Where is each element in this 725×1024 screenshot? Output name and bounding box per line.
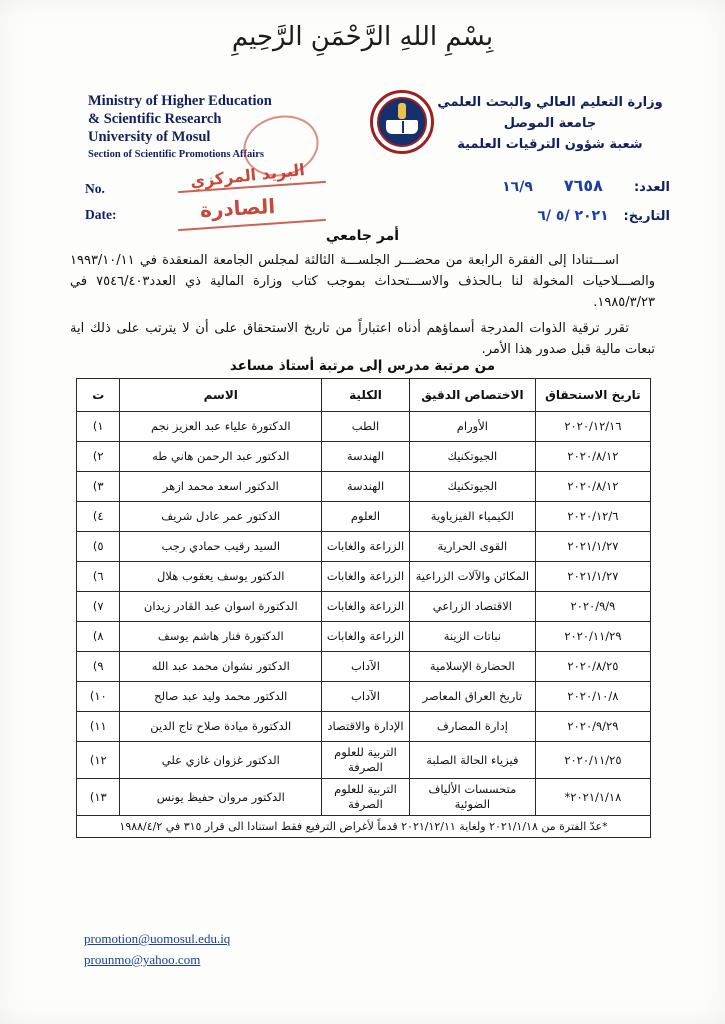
cell-college: الطب bbox=[322, 412, 410, 442]
cell-date: ٢٠٢٠/٨/١٢ bbox=[535, 472, 650, 502]
cell-name: الدكتورة فنار هاشم يوسف bbox=[120, 622, 322, 652]
table-header-row bbox=[77, 379, 651, 412]
cell-college: الهندسة bbox=[322, 442, 410, 472]
email-link-prounmo[interactable]: prounmo@yahoo.com bbox=[84, 952, 201, 967]
cell-index: ٧) bbox=[77, 592, 120, 622]
cell-specialty: فيزياء الحالة الصلبة bbox=[409, 742, 535, 779]
no-date-labels bbox=[85, 176, 116, 228]
date-label-ar: التاريخ: bbox=[623, 209, 670, 224]
cell-date: ٢٠٢٠/٨/١٢ bbox=[535, 442, 650, 472]
table-row bbox=[77, 562, 651, 592]
col-header-college: الكلية bbox=[322, 379, 410, 412]
promotions-table bbox=[76, 378, 651, 838]
table-row bbox=[77, 712, 651, 742]
table-row bbox=[77, 682, 651, 712]
cell-specialty: إدارة المصارف bbox=[409, 712, 535, 742]
cell-college: الزراعة والغابات bbox=[322, 622, 410, 652]
cell-date: ٢٠٢٠/١١/٢٩ bbox=[535, 622, 650, 652]
col-header-specialty: الاختصاص الدقيق bbox=[409, 379, 535, 412]
col-header-index: ت bbox=[77, 379, 120, 412]
cell-index: ١٣) bbox=[77, 779, 120, 816]
cell-index: ١) bbox=[77, 412, 120, 442]
cell-specialty: نباتات الزينة bbox=[409, 622, 535, 652]
cell-date: ٢٠٢١/١/٢٧ bbox=[535, 562, 650, 592]
email-link-promotion[interactable]: promotion@uomosul.edu.iq bbox=[84, 931, 231, 946]
cell-college: الآداب bbox=[322, 682, 410, 712]
cell-index: ١٢) bbox=[77, 742, 120, 779]
cell-name: الدكتور نشوان محمد عبد الله bbox=[120, 652, 322, 682]
document-title: أمر جامعي bbox=[325, 228, 400, 244]
cell-name: الدكتور اسعد محمد ازهر bbox=[120, 472, 322, 502]
cell-date: ٢٠٢١/١/١٨* bbox=[535, 779, 650, 816]
table-row bbox=[77, 592, 651, 622]
number-label: العدد: bbox=[633, 180, 670, 195]
ministry-name-ar: وزارة التعليم العالي والبحث العلمي bbox=[437, 95, 663, 110]
col-header-name: الاسم bbox=[120, 379, 322, 412]
cell-date: ٢٠٢٠/١٢/١٦ bbox=[535, 412, 650, 442]
university-name-ar: جامعة الموصل bbox=[503, 116, 597, 131]
date-value: ٢٠٢١ /٥ /٦ bbox=[537, 208, 609, 224]
ministry-line-1: Ministry of Higher Education bbox=[88, 93, 272, 109]
table-row bbox=[77, 442, 651, 472]
document-date-row bbox=[502, 202, 670, 231]
cell-date: ٢٠٢٠/٨/٢٥ bbox=[535, 652, 650, 682]
cell-name: الدكتور محمد وليد عبد صالح bbox=[120, 682, 322, 712]
document-number-row bbox=[502, 172, 670, 202]
table-footnote: *عدّ الفترة من ٢٠٢١/١/١٨ ولغاية ٢٠٢١/١٢/١١ قدماً لأغراض الترفيع فقط استنادا الى قرار ٣١٥ في ١٩٨٨/٤/٢ bbox=[77, 816, 651, 838]
cell-index: ٨) bbox=[77, 622, 120, 652]
no-label: No. bbox=[85, 181, 105, 196]
cell-specialty: القوى الحرارية bbox=[409, 532, 535, 562]
table-row bbox=[77, 622, 651, 652]
cell-date: ٢٠٢٠/٩/٩ bbox=[535, 592, 650, 622]
cell-specialty: الكيمياء الفيزياوية bbox=[409, 502, 535, 532]
cell-date: ٢٠٢٠/١١/٢٥ bbox=[535, 742, 650, 779]
cell-name: السيد رقيب حمادي رجب bbox=[120, 532, 322, 562]
date-label-en: Date: bbox=[85, 207, 117, 222]
logo-book-icon bbox=[386, 120, 418, 134]
cell-college: الآداب bbox=[322, 652, 410, 682]
header-arabic-block bbox=[430, 92, 670, 155]
cell-index: ٥) bbox=[77, 532, 120, 562]
cell-date: ٢٠٢٠/١٢/٦ bbox=[535, 502, 650, 532]
cell-college: الإدارة والاقتصاد bbox=[322, 712, 410, 742]
cell-specialty: الحضارة الإسلامية bbox=[409, 652, 535, 682]
number-prefix: ١٦/٩ bbox=[502, 179, 533, 195]
cell-index: ٤) bbox=[77, 502, 120, 532]
university-logo-icon bbox=[370, 90, 436, 156]
promotion-section-title: من مرتبة مدرس إلى مرتبة أستاذ مساعد bbox=[229, 358, 496, 374]
basmala-text: بِسْمِ اللهِ الرَّحْمَنِ الرَّحِيمِ bbox=[231, 22, 494, 52]
logo-torch-icon bbox=[398, 103, 406, 119]
cell-specialty: الجيوتكنيك bbox=[409, 442, 535, 472]
stamp-outgoing: الصادرة bbox=[199, 194, 276, 222]
table-row bbox=[77, 652, 651, 682]
cell-college: التربية للعلوم الصرفة bbox=[322, 742, 410, 779]
cell-college: الزراعة والغابات bbox=[322, 592, 410, 622]
university-name-en: University of Mosul bbox=[88, 129, 211, 145]
cell-specialty: الاقتصاد الزراعي bbox=[409, 592, 535, 622]
ministry-line-2: & Scientific Research bbox=[88, 111, 222, 127]
cell-date: ٢٠٢١/١/٢٧ bbox=[535, 532, 650, 562]
cell-specialty: المكائن والآلات الزراعية bbox=[409, 562, 535, 592]
table-body bbox=[77, 412, 651, 838]
cell-index: ٩) bbox=[77, 652, 120, 682]
cell-name: الدكتور يوسف يعقوب هلال bbox=[120, 562, 322, 592]
document-header bbox=[60, 92, 670, 184]
cell-college: العلوم bbox=[322, 502, 410, 532]
col-header-date: تاريخ الاستحقاق bbox=[535, 379, 650, 412]
stamp-central-mail: البريد المركزي bbox=[189, 160, 306, 191]
cell-specialty: الأورام bbox=[409, 412, 535, 442]
cell-name: الدكتور مروان حفيظ يونس bbox=[120, 779, 322, 816]
cell-specialty: تاريخ العراق المعاصر bbox=[409, 682, 535, 712]
cell-college: التربية للعلوم الصرفة bbox=[322, 779, 410, 816]
cell-name: الدكتور عبد الرحمن هاني طه bbox=[120, 442, 322, 472]
cell-college: الهندسة bbox=[322, 472, 410, 502]
cell-index: ١١) bbox=[77, 712, 120, 742]
section-name-en: Section of Scientific Promotions Affairs bbox=[88, 149, 264, 160]
table-row bbox=[77, 779, 651, 816]
number-date-block bbox=[502, 172, 670, 231]
cell-specialty: متحسسات الألياف الضوئية bbox=[409, 779, 535, 816]
cell-name: الدكتور عمر عادل شريف bbox=[120, 502, 322, 532]
cell-index: ٣) bbox=[77, 472, 120, 502]
cell-date: ٢٠٢٠/٩/٢٩ bbox=[535, 712, 650, 742]
cell-name: الدكتورة علياء عبد العزيز نجم bbox=[120, 412, 322, 442]
cell-index: ٦) bbox=[77, 562, 120, 592]
table-row bbox=[77, 502, 651, 532]
cell-name: الدكتور غزوان غازي علي bbox=[120, 742, 322, 779]
paragraph-2: تقرر ترقية الذوات المدرجة أسماؤهم أدناه اعتباراً من تاريخ الاستحقاق على أن لا يترتب على ذلك اية تبعات مالية قبل صدور هذا الأمر. bbox=[70, 321, 655, 357]
cell-index: ١٠) bbox=[77, 682, 120, 712]
cell-specialty: الجيوتكنيك bbox=[409, 472, 535, 502]
number-value: ٧٦٥٨ bbox=[563, 176, 603, 195]
table-footnote-row bbox=[77, 816, 651, 838]
paragraph-1: اســـتنادا إلى الفقرة الرابعة من محضـــر الجلســـة الثالثة لمجلس الجامعة المنعقدة في ١٩٩٣/١٠/١١ والصـــلاحيات المخولة لنا بـالحذف والاســـتحداث بموجب كتاب وزارة المالية ذي العدد٧٥٤٦/٤٠٣ في ١٩٨٥/٣/٢٣. bbox=[70, 253, 656, 310]
cell-name: الدكتورة اسوان عبد القادر زيدان bbox=[120, 592, 322, 622]
table-row bbox=[77, 412, 651, 442]
table-row bbox=[77, 472, 651, 502]
cell-index: ٢) bbox=[77, 442, 120, 472]
cell-college: الزراعة والغابات bbox=[322, 532, 410, 562]
footer-contacts bbox=[84, 928, 230, 970]
cell-date: ٢٠٢٠/١٠/٨ bbox=[535, 682, 650, 712]
cell-name: الدكتورة ميادة صلاح تاج الدين bbox=[120, 712, 322, 742]
cell-college: الزراعة والغابات bbox=[322, 562, 410, 592]
table-row bbox=[77, 742, 651, 779]
section-name-ar: شعبة شؤون الترقيات العلمية bbox=[457, 137, 643, 152]
table-row bbox=[77, 532, 651, 562]
